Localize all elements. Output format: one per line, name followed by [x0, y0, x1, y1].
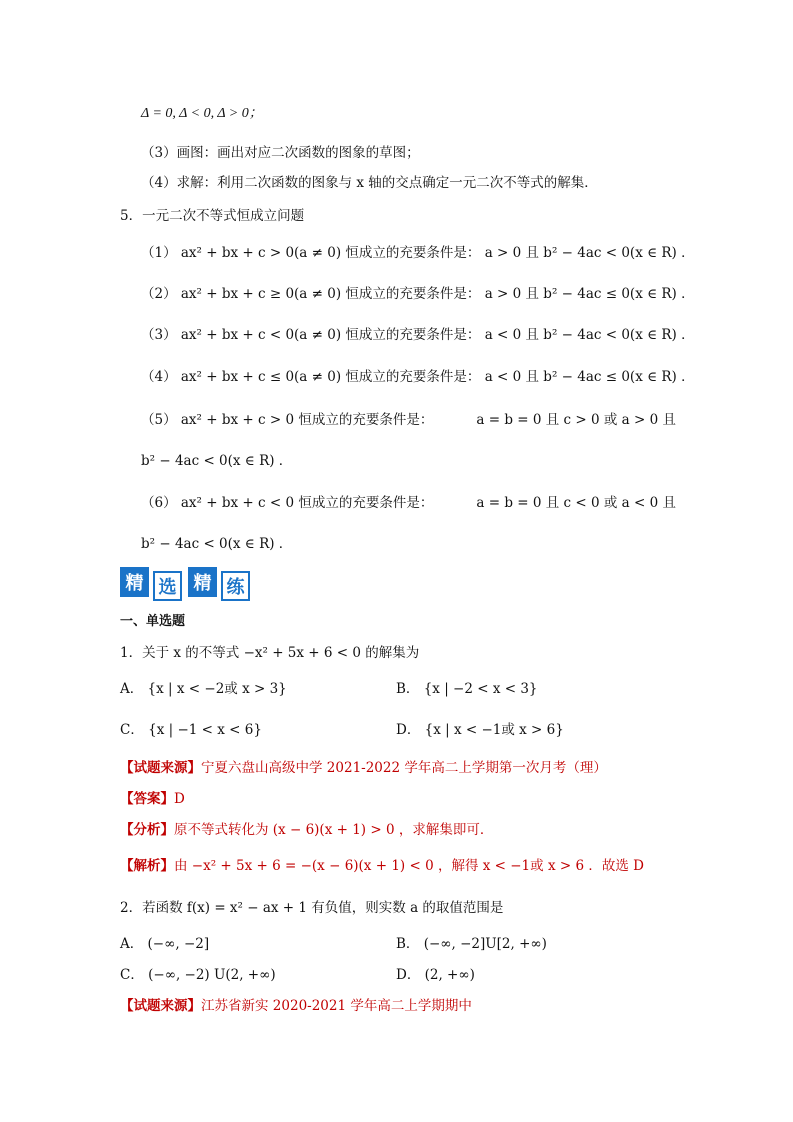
q2-option-b: B． (−∞, −2]U[2, +∞): [396, 936, 547, 952]
q2-source: [120, 996, 472, 1016]
condition-5-cont: b² − 4ac < 0(x ∈ R) ．: [141, 453, 293, 469]
condition-6-right: a = b = 0 且 c < 0 或 a < 0 且: [476, 495, 676, 511]
q1-solution: [120, 856, 644, 876]
q1-stem: 1．关于 x 的不等式 −x² + 5x + 6 < 0 的解集为: [120, 645, 420, 661]
condition-1: （1） ax² + bx + c > 0(a ≠ 0) 恒成立的充要条件是： a > 0 且 b² − 4ac < 0(x ∈ R) ．: [141, 245, 695, 261]
banner-char-1: 精: [120, 567, 149, 597]
q2-source-term: 学年高二上学期期中: [346, 998, 472, 1014]
condition-3: （3） ax² + bx + c < 0(a ≠ 0) 恒成立的充要条件是： a < 0 且 b² − 4ac < 0(x ∈ R) ．: [141, 327, 695, 343]
condition-6: [141, 493, 676, 513]
q2-option-c: C． (−∞, −2) U(2, +∞): [120, 967, 276, 983]
q1-source-term: 学年高二上学期第一次月考（理）: [400, 760, 607, 776]
condition-4: （4） ax² + bx + c ≤ 0(a ≠ 0) 恒成立的充要条件是： a < 0 且 b² − 4ac ≤ 0(x ∈ R) ．: [141, 369, 695, 385]
banner-char-2: 选: [153, 571, 182, 601]
condition-6-cont: b² − 4ac < 0(x ∈ R) ．: [141, 536, 293, 552]
condition-5: [141, 410, 676, 430]
condition-5-right: a = b = 0 且 c > 0 或 a > 0 且: [476, 412, 676, 428]
q2-source-year: 2020-2021: [272, 998, 347, 1014]
q2-option-a: A． (−∞, −2]: [120, 936, 210, 952]
q1-source-year: 2021-2022: [326, 760, 401, 776]
q1-option-d: D． {x | x < −1或 x > 6}: [396, 722, 564, 738]
q1-solution-label: 【解析】: [120, 858, 174, 874]
section-5-heading: 5．一元二次不等式恒成立问题: [120, 208, 305, 224]
delta-conditions: Δ = 0, Δ < 0, Δ > 0；: [141, 106, 263, 121]
q2-source-label: 【试题来源】: [120, 998, 201, 1014]
step-4-solve: （4）求解：利用二次函数的图象与 x 轴的交点确定一元二次不等式的解集．: [141, 175, 598, 191]
q1-answer-label: 【答案】: [120, 791, 174, 807]
q2-stem: 2．若函数 f(x) = x² − ax + 1 有负值，则实数 a 的取值范围是: [120, 900, 504, 916]
q1-option-a: A． {x | x < −2或 x > 3}: [120, 681, 287, 697]
condition-5-left: （5） ax² + bx + c > 0 恒成立的充要条件是：: [141, 412, 434, 428]
q1-option-c: C． {x | −1 < x < 6}: [120, 722, 262, 738]
q1-source: [120, 758, 607, 778]
q1-analysis-label: 【分析】: [120, 822, 174, 838]
section-title: 一、单选题: [120, 614, 186, 629]
q2-source-school: 江苏省新实: [201, 998, 273, 1014]
banner-char-4: 练: [221, 571, 250, 601]
condition-2: （2） ax² + bx + c ≥ 0(a ≠ 0) 恒成立的充要条件是： a > 0 且 b² − 4ac ≤ 0(x ∈ R) ．: [141, 286, 695, 302]
q1-source-label: 【试题来源】: [120, 760, 201, 776]
q2-option-d: D． (2, +∞): [396, 967, 475, 983]
condition-6-left: （6） ax² + bx + c < 0 恒成立的充要条件是：: [141, 495, 434, 511]
q1-analysis-text: 原不等式转化为 (x − 6)(x + 1) > 0 ，求解集即可．: [174, 822, 494, 838]
banner-char-3: 精: [188, 567, 217, 597]
q1-option-b: B． {x | −2 < x < 3}: [396, 681, 538, 697]
q1-answer: [120, 789, 185, 809]
step-3-draw: （3）画图：画出对应二次函数的图象的草图；: [141, 145, 420, 161]
q1-solution-text: 由 −x² + 5x + 6 = −(x − 6)(x + 1) < 0 ，解得 x < −1或 x > 6 ．故选 D: [174, 858, 644, 874]
q1-analysis: [120, 820, 493, 840]
q1-source-school: 宁夏六盘山高级中学: [201, 760, 327, 776]
q1-answer-value: D: [174, 791, 185, 807]
